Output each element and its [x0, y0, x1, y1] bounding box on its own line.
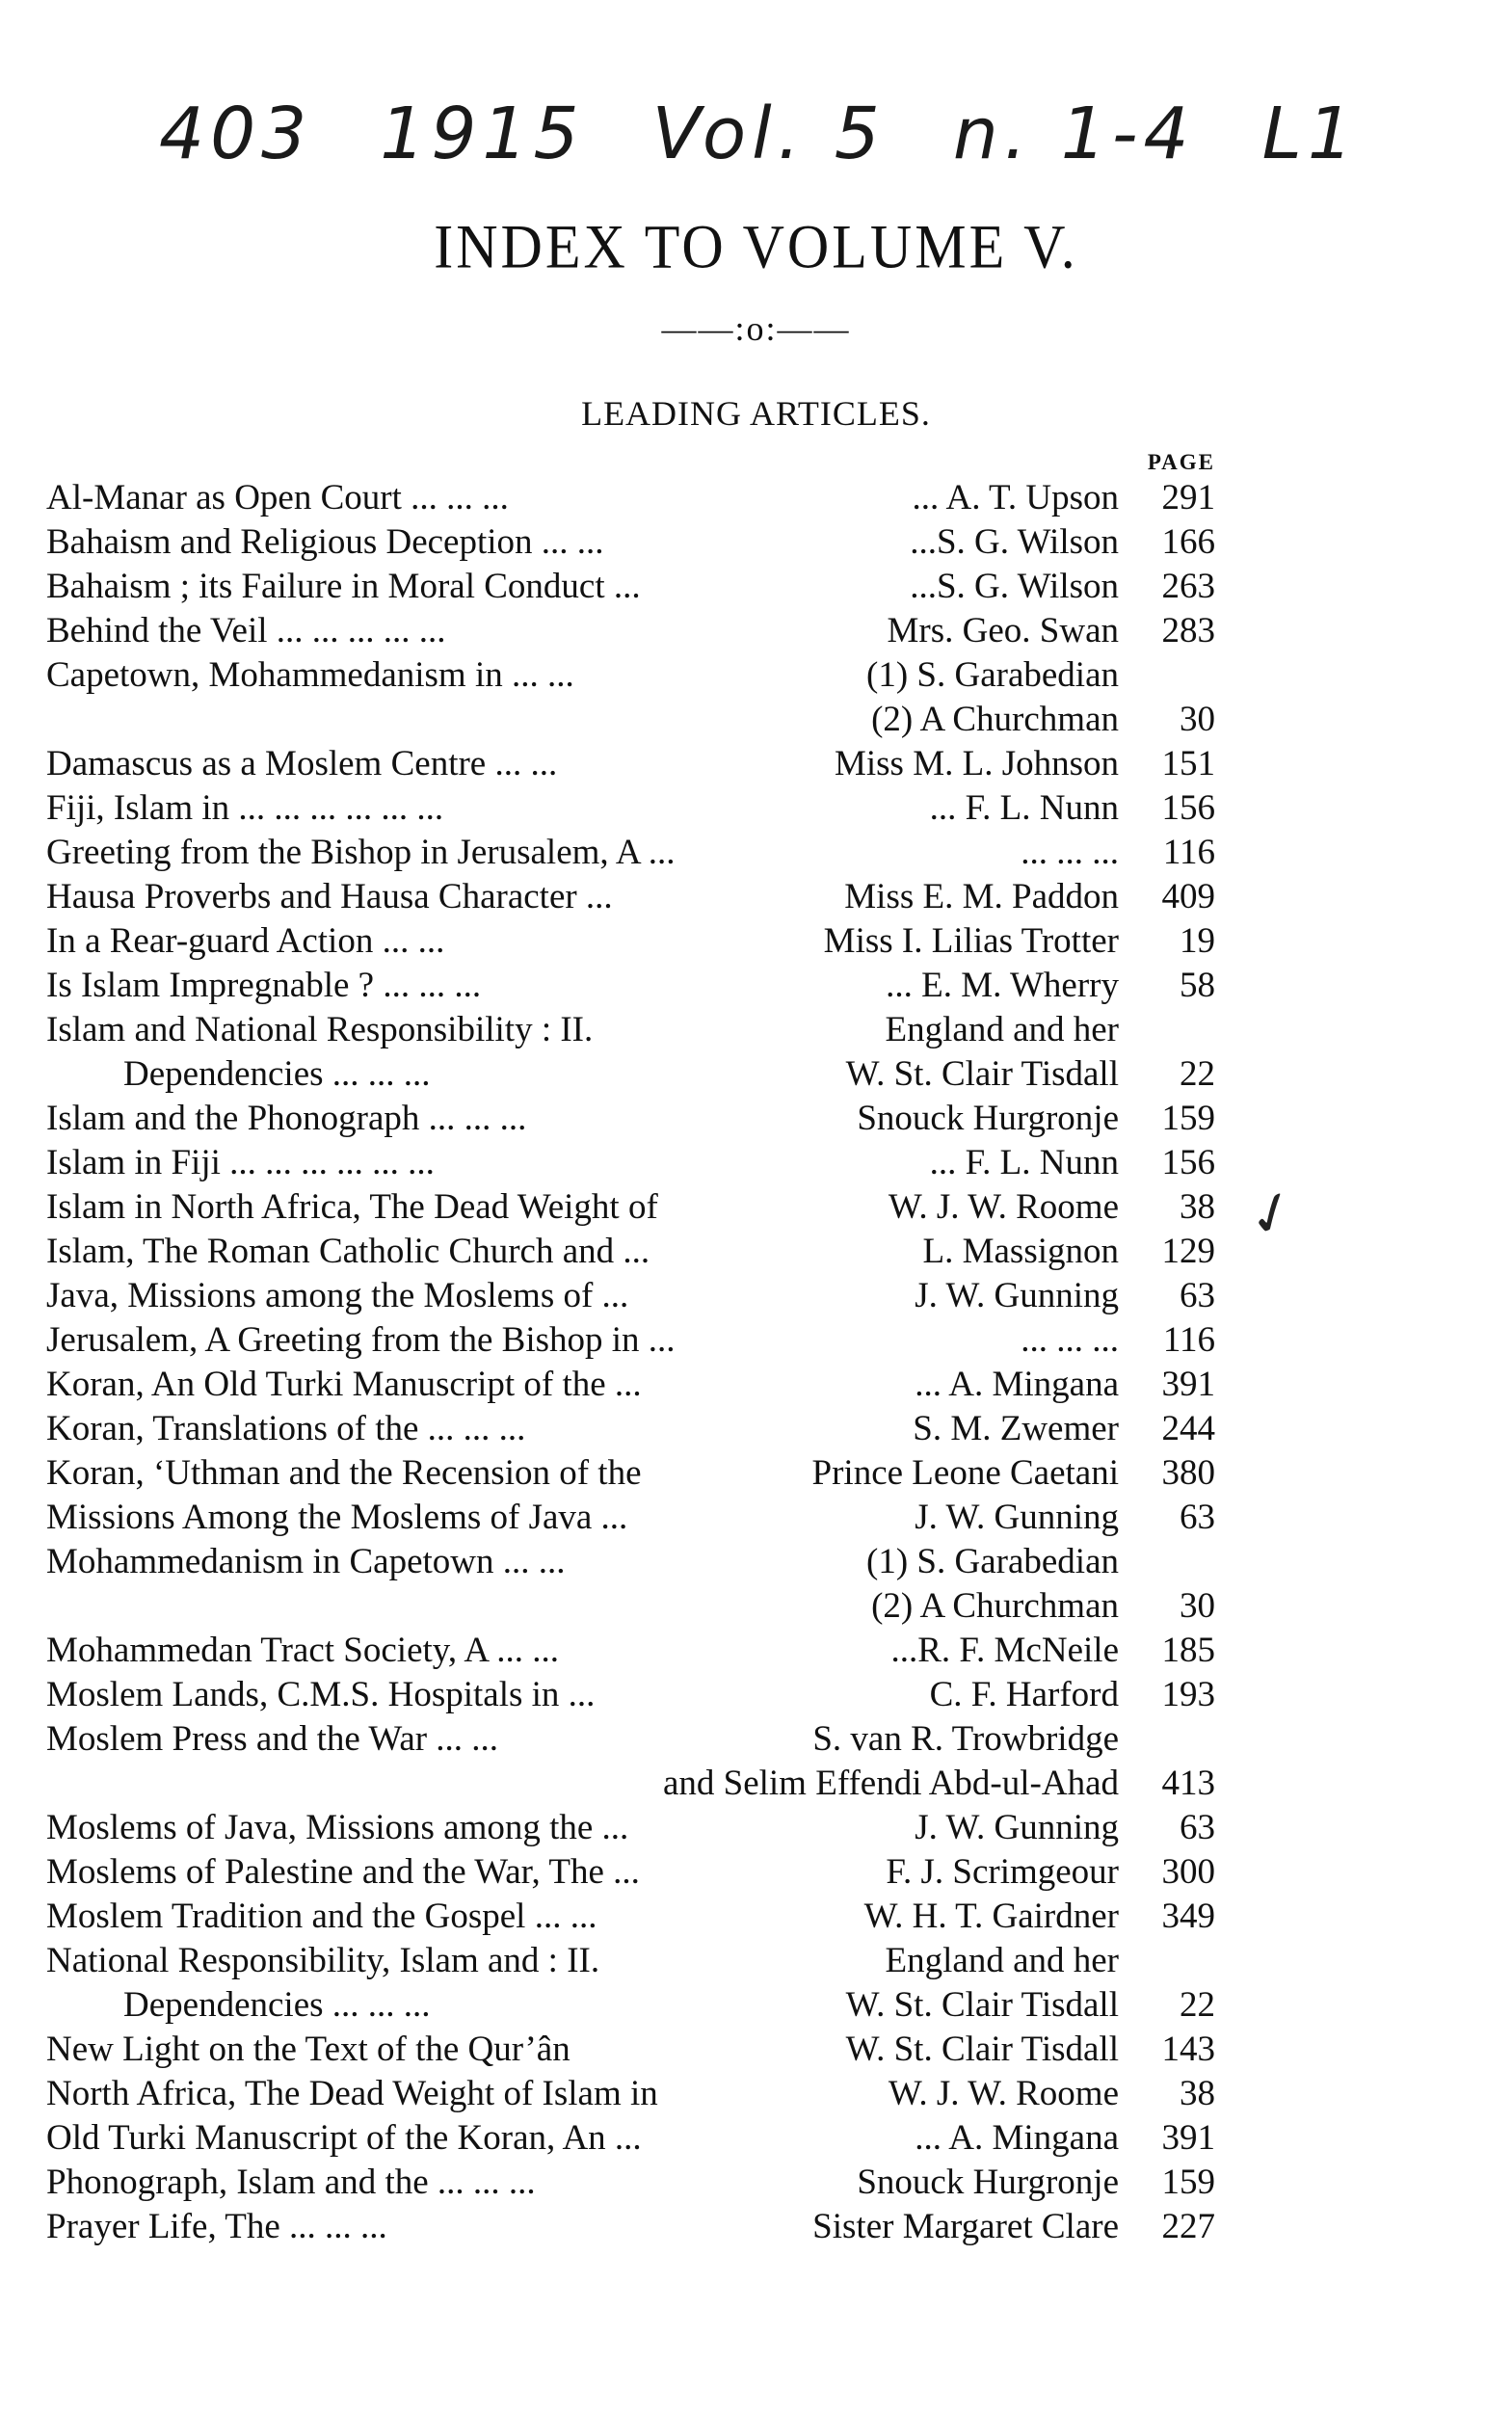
entry-title: Capetown, Mohammedanism in ... ... [46, 655, 574, 695]
index-row [46, 476, 1215, 520]
entry-author: ... E. M. Wherry [886, 966, 1119, 1005]
entry-author: Snouck Hurgronje [857, 1099, 1119, 1138]
entry-page: 185 [1161, 1631, 1215, 1670]
entry-title: Islam, The Roman Catholic Church and ... [46, 1232, 650, 1271]
index-row [46, 875, 1215, 919]
entry-title: North Africa, The Dead Weight of Islam in [46, 2074, 658, 2113]
section-heading: LEADING ARTICLES. [581, 394, 931, 433]
entry-page: 38 [1180, 2074, 1215, 2113]
handwritten-annotation [159, 93, 1426, 175]
entry-title: National Responsibility, Islam and : II. [46, 1941, 600, 1980]
entry-title: Bahaism and Religious Deception ... ... [46, 522, 604, 562]
index-row [46, 1407, 1215, 1451]
entry-title: Moslems of Palestine and the War, The ... [46, 1852, 640, 1892]
index-row [46, 1717, 1215, 1762]
entry-author: Miss I. Lilias Trotter [823, 921, 1119, 961]
entry-page: 263 [1161, 567, 1215, 606]
entry-author: (2) A Churchman [871, 1586, 1119, 1626]
index-row [46, 1806, 1215, 1850]
entry-page: 380 [1161, 1453, 1215, 1493]
entry-title: Moslems of Java, Missions among the ... [46, 1808, 629, 1847]
entry-page: 63 [1180, 1808, 1215, 1847]
entry-page: 30 [1180, 700, 1215, 739]
entry-author: ... ... ... [1021, 833, 1119, 872]
index-row [46, 1496, 1215, 1540]
index-row [46, 1451, 1215, 1496]
entry-page: 151 [1161, 744, 1215, 783]
index-row [46, 2072, 1215, 2116]
index-row [46, 2161, 1215, 2205]
entry-title: Java, Missions among the Moslems of ... [46, 1276, 629, 1315]
entry-author: Miss M. L. Johnson [834, 744, 1119, 783]
entry-title: Bahaism ; its Failure in Moral Conduct ... [46, 567, 641, 606]
entry-title: Hausa Proverbs and Hausa Character ... [46, 877, 613, 916]
index-row [46, 1584, 1215, 1629]
index-row [46, 2116, 1215, 2161]
index-row [46, 520, 1215, 565]
handwritten-number: 403 [159, 93, 313, 175]
index-row [46, 1185, 1215, 1230]
entry-author: Sister Margaret Clare [812, 2207, 1119, 2246]
entry-page: 349 [1161, 1897, 1215, 1936]
entry-page: 391 [1161, 1365, 1215, 1404]
entry-author: ... ... ... [1021, 1320, 1119, 1360]
entry-author: Miss E. M. Paddon [844, 877, 1119, 916]
handwritten-code: L1 [1261, 93, 1359, 175]
entry-page: 116 [1162, 833, 1215, 872]
entry-page: 159 [1161, 2163, 1215, 2202]
entry-author: J. W. Gunning [915, 1498, 1119, 1537]
index-row [46, 1097, 1215, 1141]
entry-author: (1) S. Garabedian [866, 655, 1119, 695]
index-row [46, 831, 1215, 875]
entry-page: 227 [1161, 2207, 1215, 2246]
entry-title: Is Islam Impregnable ? ... ... ... [46, 966, 482, 1005]
index-row [46, 1939, 1215, 1983]
checkmark-icon: ✓ [1237, 1174, 1307, 1255]
entry-page: 63 [1180, 1276, 1215, 1315]
entry-title: Damascus as a Moslem Centre ... ... [46, 744, 558, 783]
entry-title: Prayer Life, The ... ... ... [46, 2207, 387, 2246]
entry-title: Koran, An Old Turki Manuscript of the ... [46, 1365, 642, 1404]
entry-title: Koran, Translations of the ... ... ... [46, 1409, 526, 1448]
entry-title: Mohammedan Tract Society, A ... ... [46, 1631, 560, 1670]
entry-title: Jerusalem, A Greeting from the Bishop in ... [46, 1320, 676, 1360]
index-row [46, 1983, 1215, 2028]
index-row [46, 1762, 1215, 1806]
index-row [46, 609, 1215, 653]
entry-author: ...S. G. Wilson [910, 567, 1119, 606]
entry-author: C. F. Harford [929, 1675, 1119, 1714]
handwritten-year: 1915 [380, 93, 585, 175]
entry-title: Moslem Tradition and the Gospel ... ... [46, 1897, 597, 1936]
entry-author: and Selim Effendi Abd-ul-Ahad [662, 1764, 1119, 1803]
index-row [46, 964, 1215, 1008]
entry-title: Missions Among the Moslems of Java ... [46, 1498, 628, 1537]
entry-page: 391 [1161, 2118, 1215, 2158]
entry-author: J. W. Gunning [915, 1276, 1119, 1315]
entry-title: Dependencies ... ... ... [123, 1054, 431, 1094]
entry-author: ...S. G. Wilson [910, 522, 1119, 562]
entry-page: 30 [1180, 1586, 1215, 1626]
entry-title: Fiji, Islam in ... ... ... ... ... ... [46, 788, 444, 828]
entry-page: 22 [1180, 1054, 1215, 1094]
entry-title: Koran, ‘Uthman and the Recension of the [46, 1453, 642, 1493]
entry-page: 159 [1161, 1099, 1215, 1138]
entry-author: L. Massignon [922, 1232, 1119, 1271]
entry-page: 283 [1161, 611, 1215, 650]
index-row [46, 1052, 1215, 1097]
entry-author: England and her [885, 1941, 1119, 1980]
index-row [46, 2205, 1215, 2249]
index-row [46, 919, 1215, 964]
index-row [46, 565, 1215, 609]
index-row [46, 1540, 1215, 1584]
entry-page: 116 [1162, 1320, 1215, 1360]
index-row [46, 653, 1215, 698]
index-row [46, 1850, 1215, 1895]
index-row [46, 1363, 1215, 1407]
entry-page: 19 [1180, 921, 1215, 961]
entry-title: Phonograph, Islam and the ... ... ... [46, 2163, 536, 2202]
entry-author: (2) A Churchman [871, 700, 1119, 739]
entry-title: Greeting from the Bishop in Jerusalem, A ... [46, 833, 676, 872]
entry-author: S. M. Zwemer [913, 1409, 1119, 1448]
index-row [46, 1895, 1215, 1939]
index-row [46, 1673, 1215, 1717]
index-row [46, 1230, 1215, 1274]
entry-author: ... A. T. Upson [912, 478, 1119, 518]
entry-page: 409 [1161, 877, 1215, 916]
entry-author: Mrs. Geo. Swan [887, 611, 1119, 650]
ornament-divider: ——:o:—— [661, 309, 851, 348]
entry-author: ... F. L. Nunn [929, 1143, 1119, 1182]
index-row [46, 742, 1215, 786]
entry-author: W. J. W. Roome [888, 2074, 1119, 2113]
entry-title: Islam and National Responsibility : II. [46, 1010, 594, 1049]
entry-author: (1) S. Garabedian [866, 1542, 1119, 1581]
entry-page: 413 [1161, 1764, 1215, 1803]
entry-page: 244 [1161, 1409, 1215, 1448]
index-row [46, 786, 1215, 831]
entry-author: W. St. Clair Tisdall [845, 2030, 1119, 2069]
page-title: INDEX TO VOLUME V. [434, 212, 1078, 281]
entry-author: W. H. T. Gairdner [863, 1897, 1119, 1936]
entry-title: Behind the Veil ... ... ... ... ... [46, 611, 446, 650]
entry-author: W. St. Clair Tisdall [845, 1054, 1119, 1094]
entry-page: 193 [1161, 1675, 1215, 1714]
entry-page: 38 [1180, 1187, 1215, 1227]
entry-title: In a Rear-guard Action ... ... [46, 921, 445, 961]
entry-title: Moslem Press and the War ... ... [46, 1719, 499, 1759]
index-row [46, 1318, 1215, 1363]
entry-title: Islam in Fiji ... ... ... ... ... ... [46, 1143, 435, 1182]
entry-author: Prince Leone Caetani [811, 1453, 1119, 1493]
entry-page: 63 [1180, 1498, 1215, 1537]
entry-title: Islam in North Africa, The Dead Weight of [46, 1187, 658, 1227]
entry-author: Snouck Hurgronje [857, 2163, 1119, 2202]
page-column-header: PAGE [1147, 450, 1215, 474]
entry-author: ... A. Mingana [915, 2118, 1119, 2158]
entry-page: 156 [1161, 788, 1215, 828]
entry-author: F. J. Scrimgeour [886, 1852, 1119, 1892]
handwritten-issues: n. 1-4 [952, 93, 1195, 175]
entry-page: 156 [1161, 1143, 1215, 1182]
entry-title: New Light on the Text of the Qur’ân [46, 2030, 570, 2069]
index-row [46, 698, 1215, 742]
entry-title: Old Turki Manuscript of the Koran, An ... [46, 2118, 642, 2158]
entry-page: 291 [1161, 478, 1215, 518]
entry-title: Mohammedanism in Capetown ... ... [46, 1542, 566, 1581]
index-row [46, 1274, 1215, 1318]
entry-title: Al-Manar as Open Court ... ... ... [46, 478, 509, 518]
entry-author: ... F. L. Nunn [929, 788, 1119, 828]
entry-page: 166 [1161, 522, 1215, 562]
entry-page: 22 [1180, 1985, 1215, 2025]
entry-page: 129 [1161, 1232, 1215, 1271]
entry-author: England and her [885, 1010, 1119, 1049]
index-row [46, 1629, 1215, 1673]
entry-page: 143 [1161, 2030, 1215, 2069]
entry-author: ...R. F. McNeile [890, 1631, 1119, 1670]
index-entries [46, 476, 1215, 2249]
entry-page: 300 [1161, 1852, 1215, 1892]
handwritten-volume: Vol. 5 [651, 93, 886, 175]
index-row [46, 1141, 1215, 1185]
entry-page: 58 [1180, 966, 1215, 1005]
entry-title: Dependencies ... ... ... [123, 1985, 431, 2025]
entry-author: J. W. Gunning [915, 1808, 1119, 1847]
index-row [46, 2028, 1215, 2072]
entry-author: W. St. Clair Tisdall [845, 1985, 1119, 2025]
entry-title: Islam and the Phonograph ... ... ... [46, 1099, 527, 1138]
entry-author: S. van R. Trowbridge [812, 1719, 1119, 1759]
entry-author: ... A. Mingana [915, 1365, 1119, 1404]
index-row [46, 1008, 1215, 1052]
entry-title: Moslem Lands, C.M.S. Hospitals in ... [46, 1675, 596, 1714]
entry-author: W. J. W. Roome [888, 1187, 1119, 1227]
